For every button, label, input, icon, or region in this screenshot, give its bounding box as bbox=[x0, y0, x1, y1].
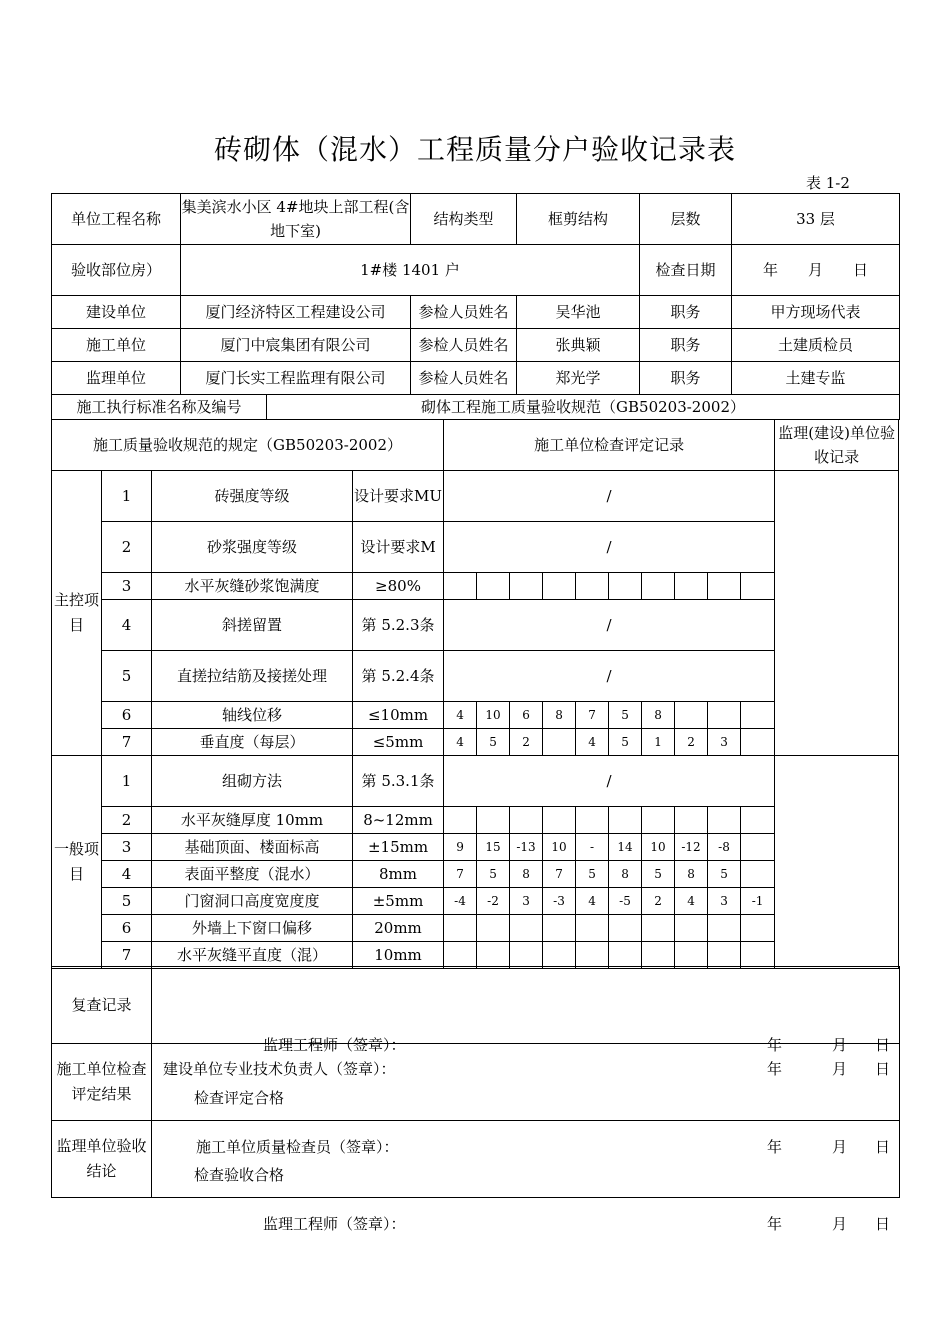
footer-table bbox=[51, 966, 900, 1233]
measure-value bbox=[609, 573, 642, 600]
measure-value bbox=[642, 942, 675, 969]
measure-value bbox=[543, 915, 576, 942]
measure-value: -5 bbox=[609, 888, 642, 915]
measure-value: 5 bbox=[708, 861, 741, 888]
item-requirement: 10mm bbox=[353, 942, 444, 969]
measure-value bbox=[708, 942, 741, 969]
construction-month: 月 bbox=[832, 1138, 848, 1156]
measure-value: 6 bbox=[510, 702, 543, 729]
measure-value: 4 bbox=[444, 702, 477, 729]
measure-value bbox=[510, 807, 543, 834]
measure-value bbox=[708, 702, 741, 729]
item-row bbox=[52, 573, 899, 600]
supervisor-unit-label: 监理单位 bbox=[52, 362, 181, 395]
item-row bbox=[52, 834, 899, 861]
measure-value: 8 bbox=[510, 861, 543, 888]
measure-value bbox=[642, 573, 675, 600]
item-requirement: 设计要求M bbox=[353, 522, 444, 573]
measure-value: 4 bbox=[576, 888, 609, 915]
item-requirement: ±5mm bbox=[353, 888, 444, 915]
measure-value bbox=[543, 942, 576, 969]
measure-value bbox=[543, 573, 576, 600]
item-requirement: 8mm bbox=[353, 861, 444, 888]
item-requirement: 设计要求MU bbox=[353, 471, 444, 522]
item-row bbox=[52, 861, 899, 888]
measure-value bbox=[576, 942, 609, 969]
acceptance-part-label: 验收部位房） bbox=[52, 245, 181, 296]
item-row bbox=[52, 651, 899, 702]
review-content bbox=[152, 967, 900, 1078]
contractor-person-label: 参检人员姓名 bbox=[411, 329, 517, 362]
item-requirement: 8~12mm bbox=[353, 807, 444, 834]
item-row bbox=[52, 915, 899, 942]
item-row bbox=[52, 600, 899, 651]
measure-value bbox=[477, 807, 510, 834]
item-row bbox=[52, 729, 899, 756]
item-record: / bbox=[444, 522, 775, 573]
measure-value bbox=[576, 807, 609, 834]
item-number: 2 bbox=[102, 807, 152, 834]
item-record: / bbox=[444, 651, 775, 702]
measure-value bbox=[741, 807, 775, 834]
item-record: / bbox=[444, 756, 775, 807]
item-requirement: ≤5mm bbox=[353, 729, 444, 756]
review-day-1: 日 bbox=[875, 1036, 891, 1054]
item-number: 1 bbox=[102, 471, 152, 522]
item-record: / bbox=[444, 600, 775, 651]
supervision-engineer-sign: 监理工程师（签章）： bbox=[263, 1215, 406, 1233]
measure-value bbox=[510, 573, 543, 600]
measure-value: -8 bbox=[708, 834, 741, 861]
general-supervision-record bbox=[775, 756, 899, 969]
contractor-person-value: 张典颖 bbox=[517, 329, 640, 362]
review-owner-sign: 建设单位专业技术负责人（签章）： bbox=[163, 1060, 396, 1078]
main-group-label: 主控项目 bbox=[52, 471, 102, 756]
measure-value: 5 bbox=[477, 729, 510, 756]
measure-value bbox=[675, 942, 708, 969]
measure-value: 5 bbox=[609, 729, 642, 756]
item-name: 斜搓留置 bbox=[152, 600, 353, 651]
measure-value bbox=[741, 729, 775, 756]
measure-value bbox=[642, 915, 675, 942]
measure-value bbox=[510, 915, 543, 942]
measure-value bbox=[477, 573, 510, 600]
supervisor-duty-value: 土建专监 bbox=[732, 362, 900, 395]
measure-value bbox=[675, 807, 708, 834]
col-spec-header: 施工质量验收规范的规定（GB50203-2002） bbox=[52, 420, 444, 471]
item-requirement: ≤10mm bbox=[353, 702, 444, 729]
item-number: 3 bbox=[102, 573, 152, 600]
measure-value bbox=[741, 861, 775, 888]
supervision-month: 月 bbox=[832, 1215, 848, 1233]
item-requirement: 第 5.2.4条 bbox=[353, 651, 444, 702]
measure-value bbox=[675, 915, 708, 942]
measure-value bbox=[741, 915, 775, 942]
measure-value: 15 bbox=[477, 834, 510, 861]
supervision-result-content bbox=[152, 1121, 900, 1233]
measure-value: 2 bbox=[642, 888, 675, 915]
measure-value: -4 bbox=[444, 888, 477, 915]
contractor-unit-label: 施工单位 bbox=[52, 329, 181, 362]
item-number: 6 bbox=[102, 915, 152, 942]
standard-value: 砌体工程施工质量验收规范（GB50203-2002） bbox=[267, 395, 900, 420]
item-number: 7 bbox=[102, 942, 152, 969]
item-name: 砖强度等级 bbox=[152, 471, 353, 522]
measure-value: 4 bbox=[576, 729, 609, 756]
item-name: 直搓拉结筋及接搓处理 bbox=[152, 651, 353, 702]
item-name: 轴线位移 bbox=[152, 702, 353, 729]
owner-duty-label: 职务 bbox=[640, 296, 732, 329]
measure-value bbox=[510, 942, 543, 969]
measure-value bbox=[444, 942, 477, 969]
measure-value bbox=[576, 573, 609, 600]
item-number: 4 bbox=[102, 600, 152, 651]
item-name: 外墙上下窗口偏移 bbox=[152, 915, 353, 942]
measure-value: 2 bbox=[675, 729, 708, 756]
measure-value: 7 bbox=[543, 861, 576, 888]
measure-value: 10 bbox=[642, 834, 675, 861]
header-table bbox=[51, 193, 900, 395]
item-requirement: 第 5.3.1条 bbox=[353, 756, 444, 807]
contractor-unit-value: 厦门中宸集团有限公司 bbox=[181, 329, 411, 362]
item-row bbox=[52, 888, 899, 915]
measure-value: -1 bbox=[741, 888, 775, 915]
page-title: 砖砌体（混水）工程质量分户验收记录表 bbox=[213, 133, 736, 166]
review-label: 复查记录 bbox=[52, 967, 152, 1044]
item-row bbox=[52, 807, 899, 834]
measure-value bbox=[543, 807, 576, 834]
unit-project-label: 单位工程名称 bbox=[52, 194, 181, 245]
inspect-date-value: 年 月 日 bbox=[732, 245, 900, 296]
main-supervision-record bbox=[775, 471, 899, 756]
standard-table bbox=[51, 394, 900, 420]
item-number: 5 bbox=[102, 651, 152, 702]
review-supervisor-sign: 监理工程师（签章）： bbox=[263, 1036, 406, 1054]
measure-value: 10 bbox=[543, 834, 576, 861]
supervisor-person-label: 参检人员姓名 bbox=[411, 362, 517, 395]
item-name: 水平灰缝厚度 10mm bbox=[152, 807, 353, 834]
measure-value bbox=[576, 915, 609, 942]
floors-value: 33 层 bbox=[732, 194, 900, 245]
item-row bbox=[52, 702, 899, 729]
supervision-result-text: 检查验收合格 bbox=[194, 1166, 285, 1184]
measure-value bbox=[741, 942, 775, 969]
item-name: 垂直度（每层） bbox=[152, 729, 353, 756]
measure-value: 5 bbox=[642, 861, 675, 888]
review-year-1: 年 bbox=[767, 1036, 783, 1054]
measure-value: 7 bbox=[444, 861, 477, 888]
measure-value: 8 bbox=[642, 702, 675, 729]
item-requirement: 第 5.2.3条 bbox=[353, 600, 444, 651]
measure-value: -2 bbox=[477, 888, 510, 915]
owner-person-value: 吴华池 bbox=[517, 296, 640, 329]
measure-value bbox=[708, 915, 741, 942]
measure-value: 8 bbox=[543, 702, 576, 729]
measure-value bbox=[609, 942, 642, 969]
unit-project-value: 集美滨水小区 4#地块上部工程(含地下室) bbox=[181, 194, 411, 245]
measure-value: 7 bbox=[576, 702, 609, 729]
item-number: 5 bbox=[102, 888, 152, 915]
measure-value: 8 bbox=[675, 861, 708, 888]
measure-value bbox=[741, 834, 775, 861]
measure-value: -12 bbox=[675, 834, 708, 861]
item-row bbox=[52, 942, 899, 969]
measure-value: 8 bbox=[609, 861, 642, 888]
item-requirement: ≥80% bbox=[353, 573, 444, 600]
measure-value bbox=[741, 702, 775, 729]
construction-result-content bbox=[152, 1044, 900, 1156]
construction-result-text: 检查评定合格 bbox=[194, 1089, 285, 1107]
measure-value bbox=[642, 807, 675, 834]
review-day-2: 日 bbox=[875, 1060, 891, 1078]
measure-value: 3 bbox=[708, 888, 741, 915]
owner-person-label: 参检人员姓名 bbox=[411, 296, 517, 329]
measure-value: 4 bbox=[444, 729, 477, 756]
item-row bbox=[52, 756, 899, 807]
measure-value bbox=[477, 915, 510, 942]
measure-value bbox=[741, 573, 775, 600]
standard-label: 施工执行标准名称及编号 bbox=[52, 395, 267, 420]
measure-value: 1 bbox=[642, 729, 675, 756]
construction-inspector-sign: 施工单位质量检查员（签章）： bbox=[196, 1138, 399, 1156]
acceptance-part-value: 1#楼 1401 户 bbox=[181, 245, 640, 296]
measure-value bbox=[609, 915, 642, 942]
construction-year: 年 bbox=[767, 1138, 783, 1156]
owner-unit-value: 厦门经济特区工程建设公司 bbox=[181, 296, 411, 329]
item-name: 组砌方法 bbox=[152, 756, 353, 807]
item-name: 基础顶面、楼面标高 bbox=[152, 834, 353, 861]
item-number: 4 bbox=[102, 861, 152, 888]
item-name: 门窗洞口高度宽度度 bbox=[152, 888, 353, 915]
measure-value: 9 bbox=[444, 834, 477, 861]
measure-value: 2 bbox=[510, 729, 543, 756]
measure-value: 14 bbox=[609, 834, 642, 861]
item-number: 2 bbox=[102, 522, 152, 573]
structure-type-value: 框剪结构 bbox=[517, 194, 640, 245]
col-construction-header: 施工单位检查评定记录 bbox=[444, 420, 775, 471]
measure-value: 10 bbox=[477, 702, 510, 729]
measure-value bbox=[675, 702, 708, 729]
general-group-label: 一般项目 bbox=[52, 756, 102, 969]
measure-value: 3 bbox=[708, 729, 741, 756]
measure-value: 5 bbox=[576, 861, 609, 888]
item-record: / bbox=[444, 471, 775, 522]
measure-value: - bbox=[576, 834, 609, 861]
measure-value bbox=[543, 729, 576, 756]
item-name: 水平灰缝平直度（混） bbox=[152, 942, 353, 969]
inspection-table bbox=[51, 419, 899, 969]
inspect-date-label: 检查日期 bbox=[640, 245, 732, 296]
measure-value: -3 bbox=[543, 888, 576, 915]
owner-duty-value: 甲方现场代表 bbox=[732, 296, 900, 329]
owner-unit-label: 建设单位 bbox=[52, 296, 181, 329]
review-year-2: 年 bbox=[767, 1060, 783, 1078]
item-number: 3 bbox=[102, 834, 152, 861]
supervision-result-label: 监理单位验收结论 bbox=[52, 1121, 152, 1198]
item-row bbox=[52, 471, 899, 522]
contractor-duty-value: 土建质检员 bbox=[732, 329, 900, 362]
item-number: 6 bbox=[102, 702, 152, 729]
measure-value bbox=[477, 942, 510, 969]
measure-value: -13 bbox=[510, 834, 543, 861]
measure-value bbox=[609, 807, 642, 834]
measure-value: 4 bbox=[675, 888, 708, 915]
measure-value bbox=[675, 573, 708, 600]
supervisor-unit-value: 厦门长实工程监理有限公司 bbox=[181, 362, 411, 395]
measure-value: 5 bbox=[609, 702, 642, 729]
measure-value bbox=[708, 807, 741, 834]
measure-value bbox=[708, 573, 741, 600]
supervisor-duty-label: 职务 bbox=[640, 362, 732, 395]
table-number: 表 1-2 bbox=[806, 174, 850, 192]
item-requirement: 20mm bbox=[353, 915, 444, 942]
review-month-2: 月 bbox=[832, 1060, 848, 1078]
item-name: 水平灰缝砂浆饱满度 bbox=[152, 573, 353, 600]
item-number: 1 bbox=[102, 756, 152, 807]
review-month-1: 月 bbox=[832, 1036, 848, 1054]
construction-result-label: 施工单位检查评定结果 bbox=[52, 1044, 152, 1121]
supervision-day: 日 bbox=[875, 1215, 891, 1233]
item-name: 砂浆强度等级 bbox=[152, 522, 353, 573]
supervisor-person-value: 郑光学 bbox=[517, 362, 640, 395]
construction-day: 日 bbox=[875, 1138, 891, 1156]
measure-value: 5 bbox=[477, 861, 510, 888]
measure-value bbox=[444, 573, 477, 600]
col-supervision-header: 监理(建设)单位验收记录 bbox=[775, 420, 899, 471]
item-requirement: ±15mm bbox=[353, 834, 444, 861]
item-number: 7 bbox=[102, 729, 152, 756]
structure-type-label: 结构类型 bbox=[411, 194, 517, 245]
supervision-year: 年 bbox=[767, 1215, 783, 1233]
item-row bbox=[52, 522, 899, 573]
contractor-duty-label: 职务 bbox=[640, 329, 732, 362]
measure-value: 3 bbox=[510, 888, 543, 915]
measure-value bbox=[444, 915, 477, 942]
item-name: 表面平整度（混水） bbox=[152, 861, 353, 888]
measure-value bbox=[444, 807, 477, 834]
floors-label: 层数 bbox=[640, 194, 732, 245]
